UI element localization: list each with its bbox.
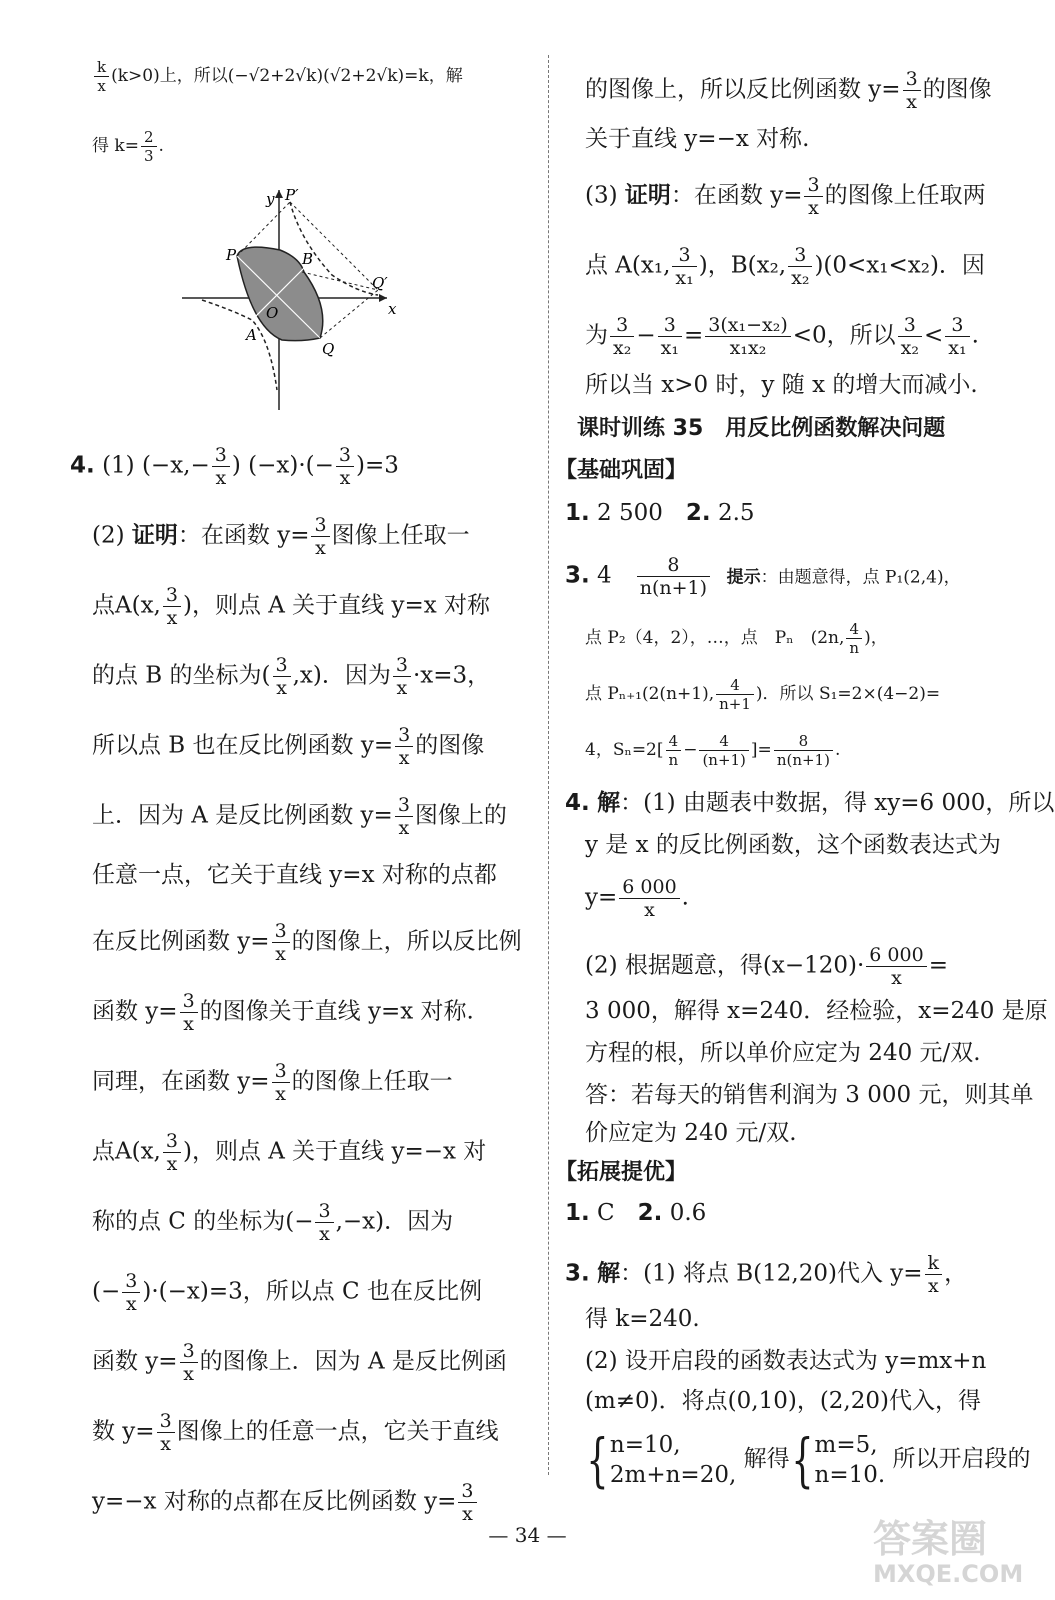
q4-part2-line6: 任意一点，它关于直线 y=x 对称的点都 (92, 862, 497, 888)
answer-4-line7: 答：若每天的销售利润为 3 000 元，则其单 (585, 1082, 1034, 1108)
q4-part2-line2: 点A(x, $\frac{3}{x}$ )，则点 A 关于直线 y=x 对称 (92, 584, 491, 629)
q4-part2-line4: 所以点 B 也在反比例函数 y= $\frac{3}{x}$ 的图像 (92, 724, 485, 769)
hint-line-4: 4，Sₙ=2[ $\frac{4}{n}$ − $\frac{4}{(n+1)}$ ]= $\frac{8}{n(n+1)}$ . (585, 732, 841, 769)
answer-4-line6: 方程的根，所以单价应定为 240 元/双. (585, 1040, 981, 1066)
svg-text:P: P (226, 246, 237, 264)
extend-answer-3-line1: 3. 解：(1) 将点 B(12,20)代入 y= $\frac{k}{x}$ ， (565, 1252, 968, 1297)
extend-answer-3-line2: 得 k=240. (585, 1306, 700, 1332)
watermark-logo (863, 1510, 1033, 1590)
extend-answer-1-2: 1. C 2. 0.6 (565, 1200, 707, 1226)
q4-part2-line15: y=−x 对称的点都在反比例函数 y= $\frac{3}{x}$ (92, 1480, 479, 1525)
svg-text:y: y (266, 190, 275, 208)
right-line-6: 所以当 x>0 时，y 随 x 的增大而减小. (585, 372, 978, 398)
svg-text:答案圈: 答案圈 (873, 1517, 988, 1561)
right-line-5: 为 $\frac{3}{\text{x₂}}$ − $\frac{3}{\text{x₁}}$ = $\frac{\text{3(x₁−x₂)}}{\text{x₁x₂}}$ <0，所以 $\frac{3}{\text{x₂}}$ < $\frac{3}{\text{x₁}}$ . (585, 314, 979, 359)
q4-part2-line13: 函数 y= $\frac{3}{x}$ 的图像上．因为 A 是反比例函 (92, 1340, 507, 1385)
svg-text:x: x (388, 300, 397, 318)
q4-part1: 4. (1) (−x,− $\frac{3}{x}$ ) (−x)·(− $\frac{3}{x}$ )=3 (70, 444, 399, 489)
answer-4-line3: y= $\frac{6 000}{x}$ . (585, 876, 689, 921)
answer-4-line4: (2) 根据题意，得(x−120)· $\frac{6 000}{x}$ = (585, 944, 948, 989)
q4-part2-line3: 的点 B 的坐标为( $\frac{3}{x}$ ,x)．因为 $\frac{3}{x}$ ·x=3， (92, 654, 491, 699)
hint-line-3: 点 Pₙ₊₁(2(n+1), $\frac{4}{n+1}$ )．所以 S₁=2×(4−2)= (585, 676, 941, 713)
q4-part2-line1: (2) 证明：在函数 y= $\frac{3}{x}$ 图像上任取一 (92, 514, 470, 559)
q4-part2-line5: 上．因为 A 是反比例函数 y= $\frac{3}{x}$ 图像上的 (92, 794, 507, 839)
answer-1-2: 1. 2 500 2. 2.5 (565, 500, 755, 526)
q4-part2-line10: 点A(x, $\frac{3}{x}$ )，则点 A 关于直线 y=−x 对 (92, 1130, 487, 1175)
page-number: — 34 — (488, 1523, 567, 1547)
answer-4-line5: 3 000，解得 x=240．经检验，x=240 是原 (585, 998, 1048, 1024)
answer-3: 3. 4 $\frac{8}{n(n+1)}$ 提示：由题意得，点 P₁(2,4)， (565, 554, 961, 599)
right-line-3: (3) 证明：在函数 y= $\frac{3}{x}$ 的图像上任取两 (585, 174, 986, 219)
right-line-4: 点 A(x₁, $\frac{3}{\text{x₁}}$ )，B(x₂, $\frac{3}{\text{x₂}}$ )(0<x₁<x₂)．因 (585, 244, 985, 289)
svg-text:A: A (246, 326, 257, 344)
answer-4-line2: y 是 x 的反比例函数，这个函数表达式为 (585, 832, 1001, 858)
q4-part2-line8: 函数 y= $\frac{3}{x}$ 的图像关于直线 y=x 对称. (92, 990, 474, 1035)
left-line-1: $\frac{k}{x}$ (k>0)上，所以(−√2+2√k)(√2+2√k)=k，解 (92, 58, 463, 95)
svg-text:Q′: Q′ (372, 274, 388, 292)
hint-line-2: 点 P₂（4，2），…，点 Pₙ (2n, $\frac{4}{n}$ )， (585, 620, 888, 657)
svg-text:Q: Q (322, 340, 335, 358)
extend-answer-3-line3: (2) 设开启段的函数表达式为 y=mx+n (585, 1348, 987, 1374)
section-extend: 【拓展提优】 (555, 1160, 688, 1185)
svg-text:O: O (266, 304, 279, 322)
right-line-2: 关于直线 y=−x 对称. (585, 126, 810, 152)
svg-text:P′: P′ (285, 186, 299, 204)
left-line-2: 得 k= $\frac{2}{3}$ . (92, 128, 164, 165)
answer-4-line8: 价应定为 240 元/双. (585, 1120, 797, 1146)
hyperbola-figure (182, 180, 412, 410)
section-basic: 【基础巩固】 (555, 458, 688, 483)
q4-part2-line7: 在反比例函数 y= $\frac{3}{x}$ 的图像上，所以反比例 (92, 920, 522, 965)
column-divider (548, 55, 549, 1475)
svg-text:MXQE.COM: MXQE.COM (873, 1560, 1024, 1588)
extend-answer-3-line4: (m≠0)．将点(0,10)，(2,20)代入，得 (585, 1388, 981, 1414)
q4-part2-line12: (− $\frac{3}{x}$ )·(−x)=3，所以点 C 也在反比例 (92, 1270, 482, 1315)
answer-4-line1: 4. 解：(1) 由题表中数据，得 xy=6 000，所以 (565, 790, 1055, 816)
q4-part2-line14: 数 y= $\frac{3}{x}$ 图像上的任意一点，它关于直线 (92, 1410, 499, 1455)
q4-part2-line9: 同理，在函数 y= $\frac{3}{x}$ 的图像上任取一 (92, 1060, 453, 1105)
q4-part2-line11: 称的点 C 的坐标为(− $\frac{3}{x}$ ,−x)．因为 (92, 1200, 454, 1245)
lesson-title: 课时训练 35 用反比例函数解决问题 (577, 416, 946, 441)
right-line-1: 的图像上，所以反比例函数 y= $\frac{3}{x}$ 的图像 (585, 68, 992, 113)
svg-text:B: B (302, 250, 314, 268)
extend-answer-3-line5: { n=10, 2m+n=20, 解得{ m=5, n=10. 所以开启段的 (586, 1426, 1031, 1494)
